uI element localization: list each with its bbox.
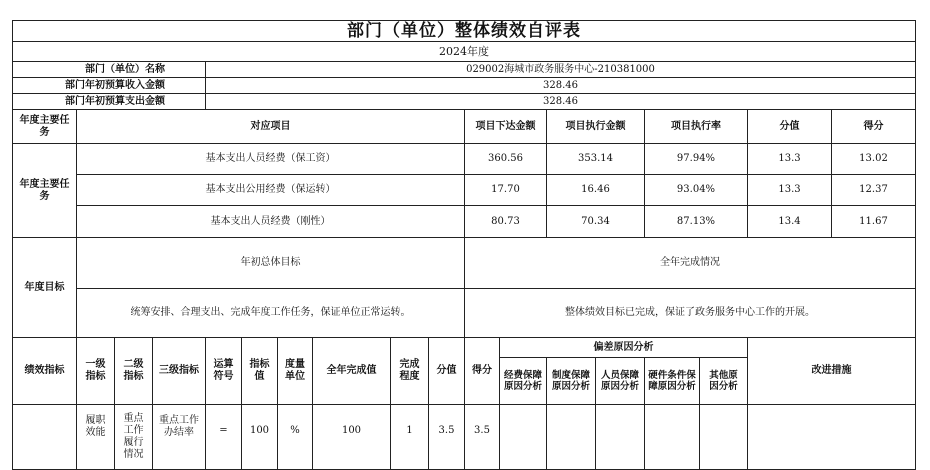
level1-header: 一级指标 <box>76 337 115 405</box>
task-row-2-rate: 93.04% <box>644 174 748 206</box>
deviation-header: 偏差原因分析 <box>499 337 748 358</box>
task-row-3-issued: 80.73 <box>464 205 547 238</box>
item-col-header: 对应项目 <box>76 109 465 144</box>
task-row-1-executed: 353.14 <box>546 143 645 175</box>
level2-header: 二级指标 <box>114 337 153 405</box>
row-target: 100 <box>241 404 278 470</box>
task-row-3-score-value: 13.4 <box>747 205 832 238</box>
op-header: 运算符号 <box>205 337 242 405</box>
task-row-2-score: 12.37 <box>831 174 916 206</box>
score-value-col-header: 分值 <box>747 109 832 144</box>
level3-header: 三级指标 <box>152 337 206 405</box>
dev-hardware-header: 硬件条件保障原因分析 <box>644 357 700 405</box>
target-header: 指标值 <box>241 337 278 405</box>
rate-col-header: 项目执行率 <box>644 109 748 144</box>
row-level2: 重点工作履行情况 <box>114 404 153 470</box>
degree-header: 完成程度 <box>390 337 429 405</box>
dept-name-label: 部门（单位）名称 <box>12 61 206 78</box>
dev-funds-header: 经费保障原因分析 <box>499 357 547 405</box>
task-row-1-score: 13.02 <box>831 143 916 175</box>
row-dev-funds <box>499 404 547 470</box>
goals-plan-header: 年初总体目标 <box>76 237 465 289</box>
year-label: 2024年度 <box>12 41 916 62</box>
unit-header: 度量单位 <box>277 337 313 405</box>
task-row-2-issued: 17.70 <box>464 174 547 206</box>
tasks-group-label: 年度主要任务 <box>12 143 77 238</box>
indicators-label: 绩效指标 <box>12 337 77 405</box>
task-row-3-rate: 87.13% <box>644 205 748 238</box>
dept-name-value: 029002海城市政务服务中心-210381000 <box>205 61 916 78</box>
task-col-header: 年度主要任务 <box>12 109 77 144</box>
row-improve <box>747 404 916 470</box>
task-row-2-executed: 16.46 <box>546 174 645 206</box>
task-row-2-score-value: 13.3 <box>747 174 832 206</box>
row-dev-hardware <box>644 404 700 470</box>
page-title: 部门（单位）整体绩效自评表 <box>12 20 916 42</box>
task-row-1-score-value: 13.3 <box>747 143 832 175</box>
row-dev-staff <box>595 404 645 470</box>
row-op: = <box>205 404 242 470</box>
row-actual: 100 <box>312 404 391 470</box>
executed-col-header: 项目执行金额 <box>546 109 645 144</box>
row-dev-system <box>546 404 596 470</box>
issued-col-header: 项目下达金额 <box>464 109 547 144</box>
budget-income-value: 328.46 <box>205 77 916 94</box>
task-row-3-item: 基本支出人员经费（刚性） <box>76 205 465 238</box>
row-level1: 履职效能 <box>76 404 115 470</box>
budget-expense-value: 328.46 <box>205 93 916 110</box>
indicators-label-continuation <box>12 404 77 470</box>
actual-header: 全年完成值 <box>312 337 391 405</box>
goals-done-header: 全年完成情况 <box>464 237 916 289</box>
improve-header: 改进措施 <box>747 337 916 405</box>
task-row-1-rate: 97.94% <box>644 143 748 175</box>
score-header: 得分 <box>464 337 500 405</box>
row-unit: % <box>277 404 313 470</box>
goals-done-text: 整体绩效目标已完成，保证了政务服务中心工作的开展。 <box>464 288 916 338</box>
budget-income-label: 部门年初预算收入金额 <box>12 77 206 94</box>
task-row-3-score: 11.67 <box>831 205 916 238</box>
row-dev-other <box>699 404 748 470</box>
score-col-header: 得分 <box>831 109 916 144</box>
row-score-value: 3.5 <box>428 404 465 470</box>
task-row-3-executed: 70.34 <box>546 205 645 238</box>
dev-system-header: 制度保障原因分析 <box>546 357 596 405</box>
dev-other-header: 其他原因分析 <box>699 357 748 405</box>
task-row-2-item: 基本支出公用经费（保运转） <box>76 174 465 206</box>
row-degree: 1 <box>390 404 429 470</box>
dev-staff-header: 人员保障原因分析 <box>595 357 645 405</box>
row-score: 3.5 <box>464 404 500 470</box>
budget-expense-label: 部门年初预算支出金额 <box>12 93 206 110</box>
goals-plan-text: 统筹安排、合理支出、完成年度工作任务，保证单位正常运转。 <box>76 288 465 338</box>
task-row-1-item: 基本支出人员经费（保工资） <box>76 143 465 175</box>
task-row-1-issued: 360.56 <box>464 143 547 175</box>
score-value-header: 分值 <box>428 337 465 405</box>
row-level3: 重点工作办结率 <box>152 404 206 470</box>
goals-label: 年度目标 <box>12 237 77 338</box>
